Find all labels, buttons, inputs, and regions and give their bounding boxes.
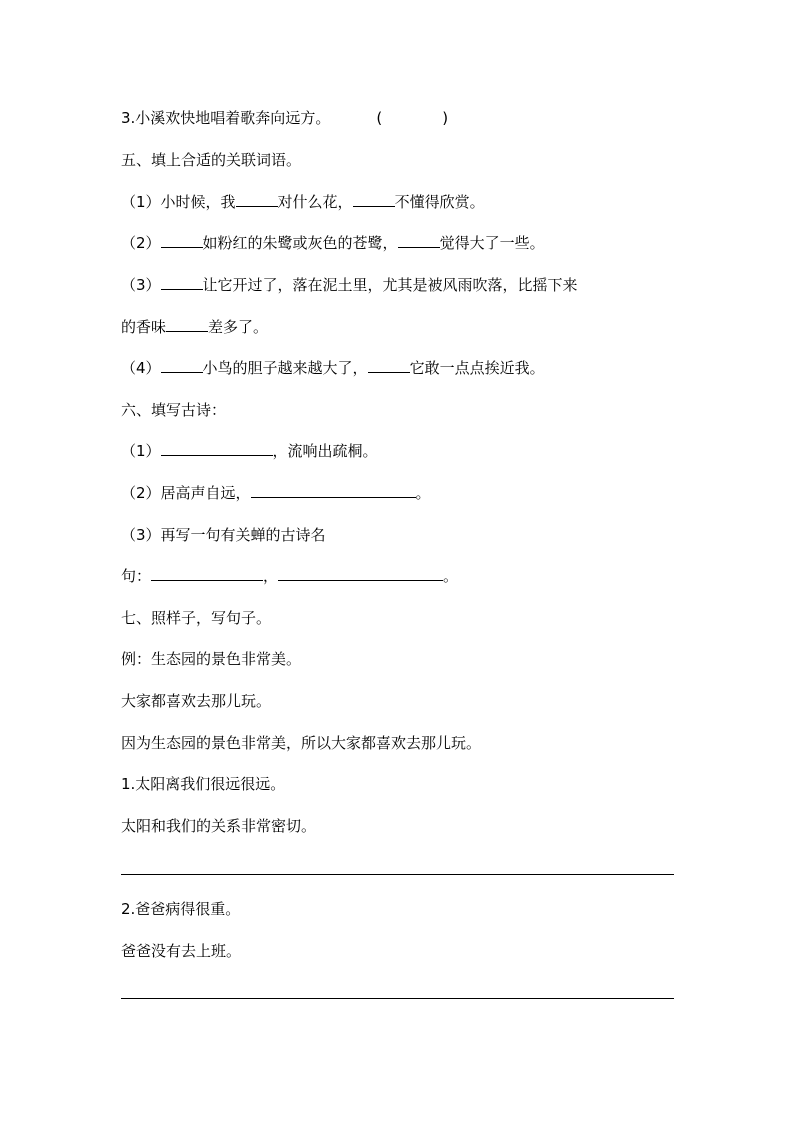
s6-3-text-c: ， xyxy=(263,567,279,585)
section-5-title: 五、填上合适的关联词语。 xyxy=(121,151,302,169)
s6-item-1 xyxy=(121,441,378,461)
q7-2-line-b: 爸爸没有去上班。 xyxy=(121,942,242,960)
s5-item-3 xyxy=(121,275,578,295)
s6-1-text-b: ，流响出疏桐。 xyxy=(272,442,378,460)
s5-item-4 xyxy=(121,358,545,378)
poem-blank[interactable] xyxy=(251,483,416,498)
s6-item-2 xyxy=(121,483,431,503)
fill-blank[interactable] xyxy=(236,192,278,207)
s6-3-text-d: 。 xyxy=(443,567,459,585)
fill-blank[interactable] xyxy=(368,358,410,373)
s5-1-text-c: 不懂得欣赏。 xyxy=(394,193,485,211)
q7-1-line-a: 1.太阳离我们很远很远。 xyxy=(121,775,286,793)
answer-paren-close: ) xyxy=(442,109,449,127)
fill-blank[interactable] xyxy=(166,317,208,332)
poem-blank[interactable] xyxy=(151,566,263,581)
s5-3-text-b: 让它开过了，落在泥土里，尤其是被风雨吹落，比摇下来 xyxy=(202,276,578,294)
s6-item-3-cont xyxy=(121,566,458,586)
answer-line[interactable] xyxy=(121,998,674,999)
s5-3-text-d: 差多了。 xyxy=(208,318,269,336)
s5-4-text-c: 它敢一点点挨近我。 xyxy=(409,359,545,377)
question-3-text: 3.小溪欢快地唱着歌奔向远方。 xyxy=(121,109,331,127)
poem-blank[interactable] xyxy=(161,441,273,456)
s5-2-text-b: 如粉红的朱鹭或灰色的苍鹭， xyxy=(202,234,398,252)
fill-blank[interactable] xyxy=(161,275,203,290)
example-line-2: 大家都喜欢去那儿玩。 xyxy=(121,692,272,710)
s5-4-text-b: 小鸟的胆子越来越大了， xyxy=(202,359,368,377)
s5-3-text-c: 的香味 xyxy=(121,318,167,336)
example-line-3: 因为生态园的景色非常美，所以大家都喜欢去那儿玩。 xyxy=(121,734,482,752)
s5-2-text-a: （2） xyxy=(121,234,161,252)
s6-item-3: （3）再写一句有关蝉的古诗名 xyxy=(121,526,326,544)
fill-blank[interactable] xyxy=(161,358,203,373)
section-6-title: 六、填写古诗： xyxy=(121,401,227,419)
fill-blank[interactable] xyxy=(398,233,440,248)
s5-3-text-a: （3） xyxy=(121,276,161,294)
fill-blank[interactable] xyxy=(161,233,203,248)
s5-2-text-c: 觉得大了一些。 xyxy=(439,234,545,252)
s5-4-text-a: （4） xyxy=(121,359,161,377)
fill-blank[interactable] xyxy=(353,192,395,207)
s5-1-text-a: （1）小时候，我 xyxy=(121,193,236,211)
s5-item-3-cont xyxy=(121,317,268,337)
q7-2-line-a: 2.爸爸病得很重。 xyxy=(121,900,241,918)
question-3-line xyxy=(121,108,448,128)
poem-blank[interactable] xyxy=(278,566,443,581)
q7-1-line-b: 太阳和我们的关系非常密切。 xyxy=(121,817,317,835)
s5-item-1 xyxy=(121,192,485,212)
answer-line[interactable] xyxy=(121,874,674,875)
example-line-1: 例：生态园的景色非常美。 xyxy=(121,650,302,668)
s5-item-2 xyxy=(121,233,545,253)
s6-2-text-b: 。 xyxy=(415,484,431,502)
answer-paren-open: ( xyxy=(376,109,383,127)
section-7-title: 七、照样子，写句子。 xyxy=(121,609,272,627)
s6-1-text-a: （1） xyxy=(121,442,161,460)
s6-3-text-b: 句： xyxy=(121,567,152,585)
s5-1-text-b: 对什么花， xyxy=(277,193,353,211)
s6-2-text-a: （2）居高声自远， xyxy=(121,484,251,502)
